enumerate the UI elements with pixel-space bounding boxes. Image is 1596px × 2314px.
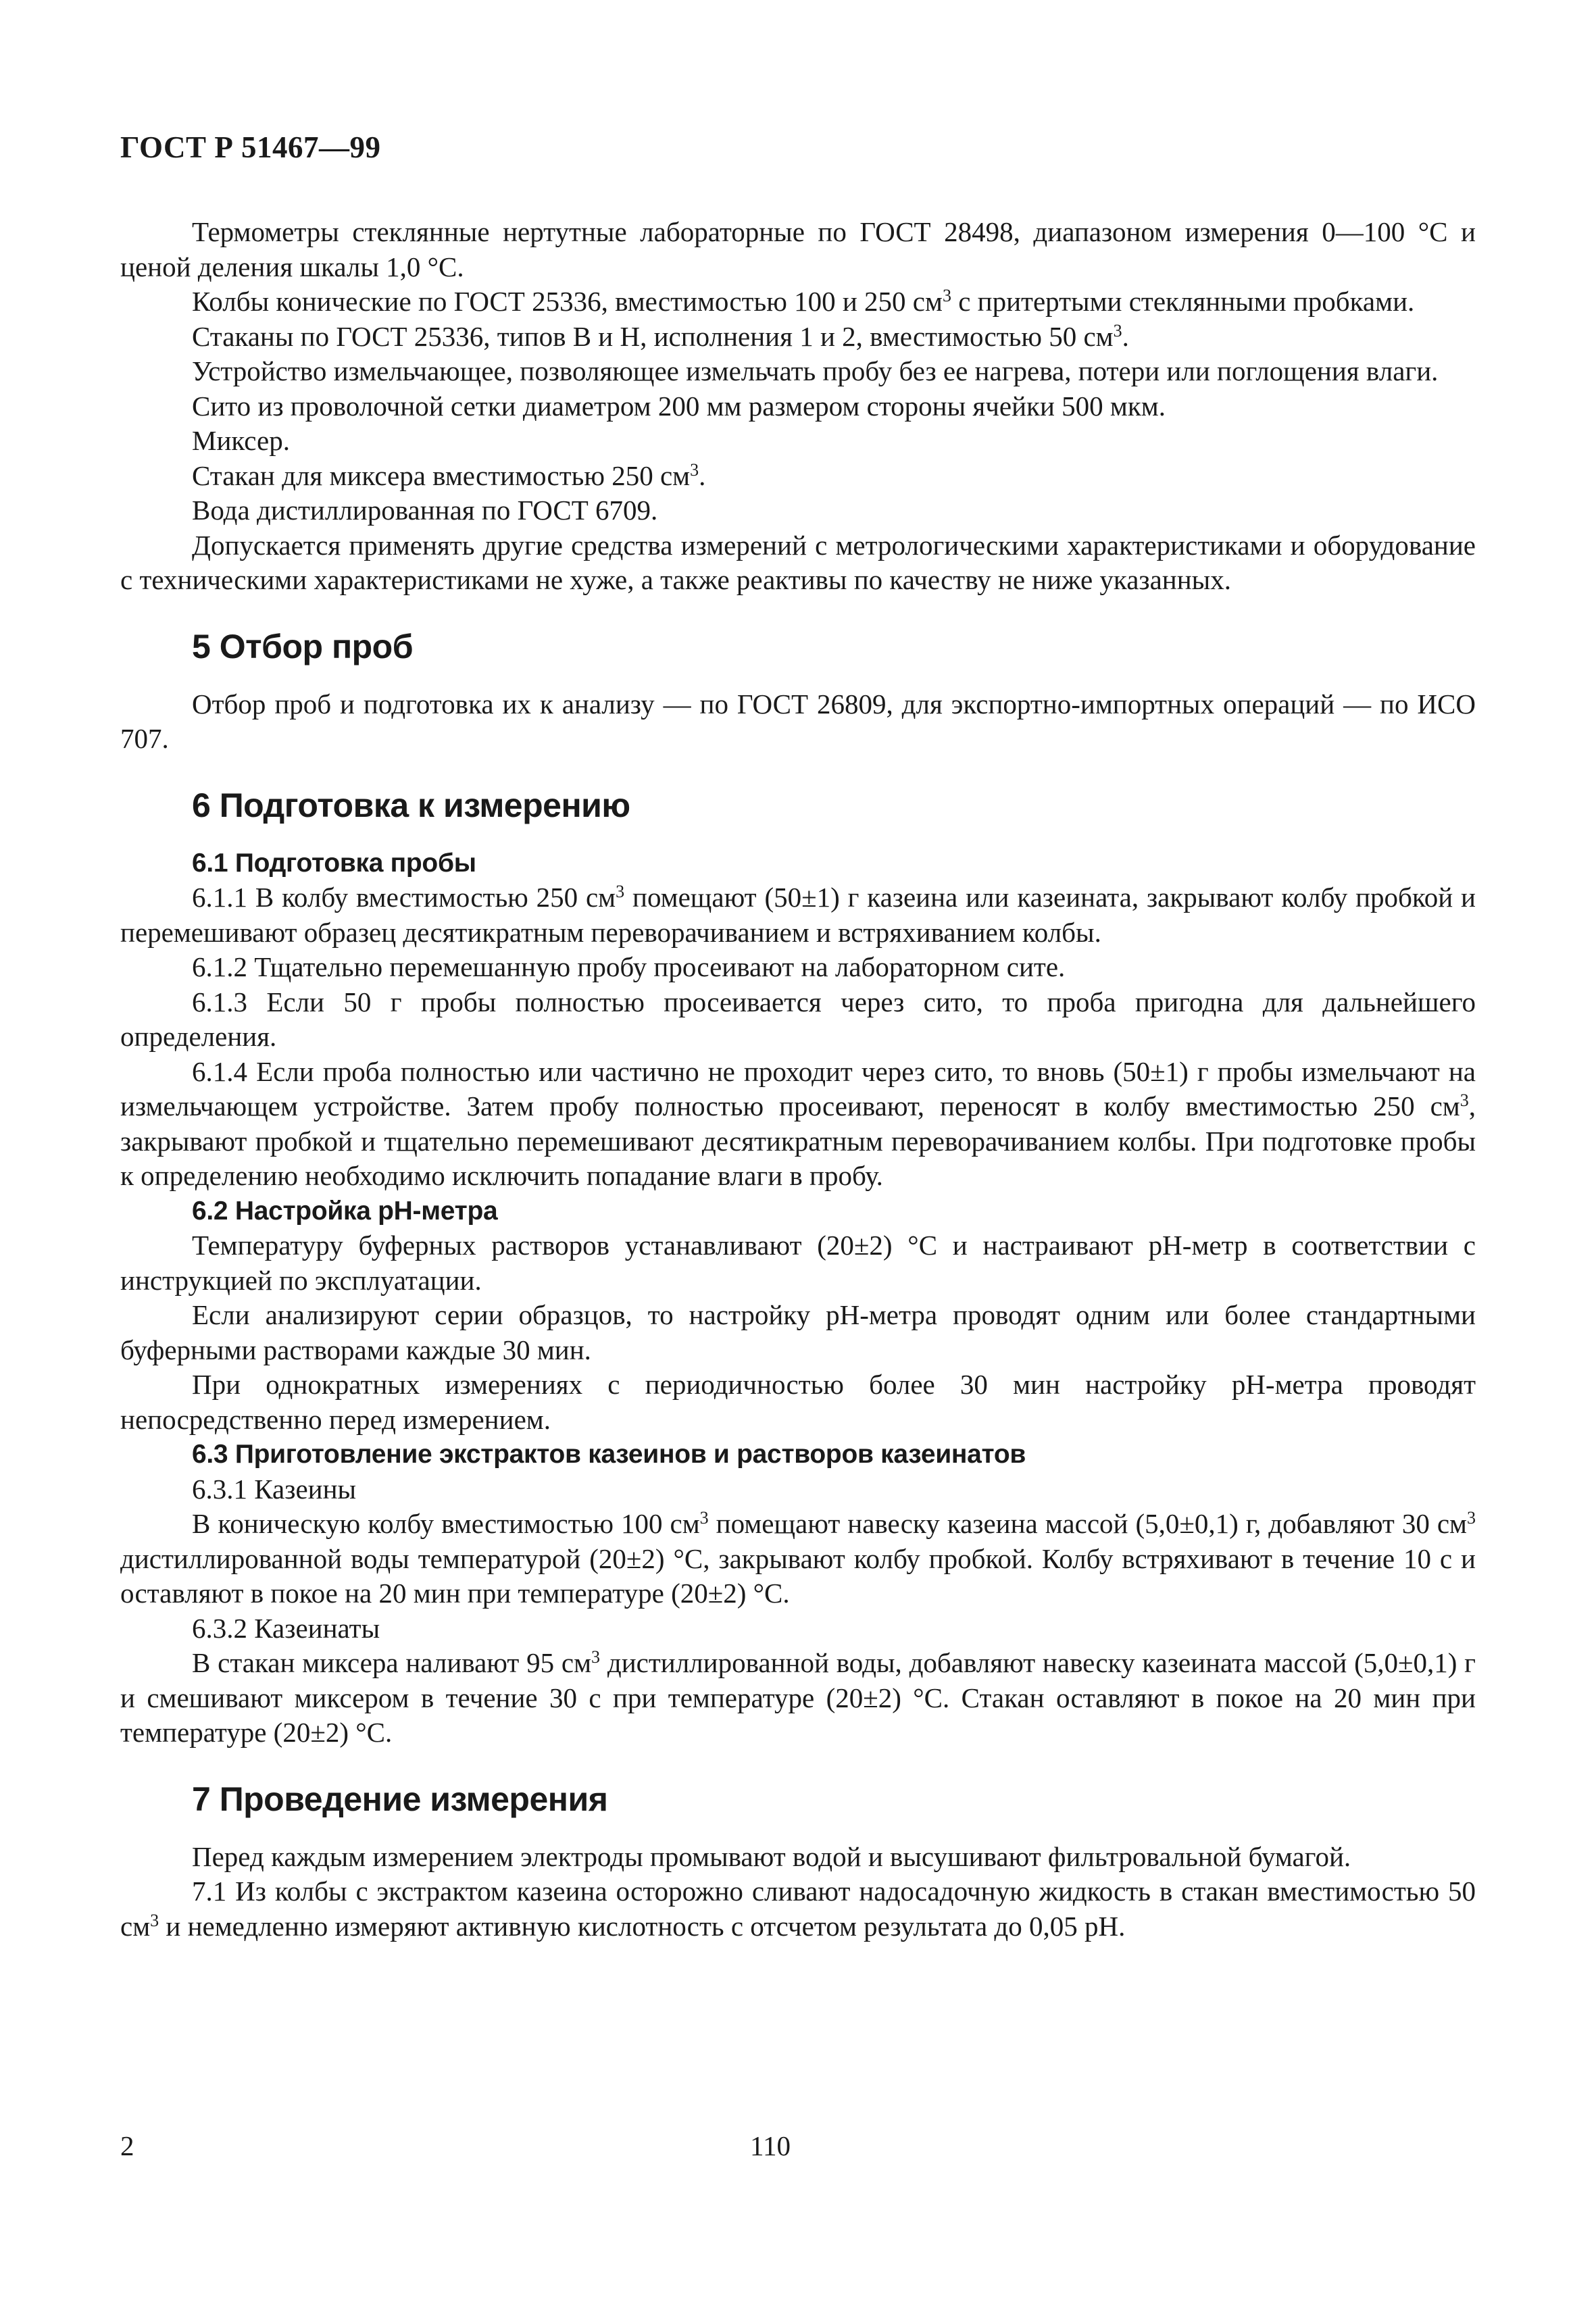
clause-6-2-p1: Температуру буферных растворов устанавливают (20±2) °С и настраивают рН-метр в соответствии с инструкцией по эксплуатации. — [120, 1230, 1476, 1296]
clause-6-1-1: 6.1.1 В колбу вместимостью 250 $см^3$ помещают (50±1) г казеина или казеината, закрывают колбу пробкой и перемешивают образец десятикратным переворачиванием и встряхиванием колбы. — [120, 882, 1476, 948]
clause-6-2-p2: Если анализируют серии образцов, то настройку рН-метра проводят одним или более стандартными буферными растворами каждые 30 мин. — [120, 1299, 1476, 1365]
clause-6-1-3: 6.1.3 Если 50 г пробы полностью просеивается через сито, то проба пригодна для дальнейшего определения. — [120, 986, 1476, 1052]
section-5-heading: 5 Отбор проб — [192, 627, 414, 665]
clause-6-3-2-heading: 6.3.2 Казеинаты — [192, 1612, 380, 1644]
equipment-grinder: Устройство измельчающее, позволяющее измельчать пробу без ее нагрева, потери или поглощения влаги. — [192, 355, 1439, 386]
equipment-water: Вода дистиллированная по ГОСТ 6709. — [192, 495, 658, 526]
section-7-heading: 7 Проведение измерения — [192, 1780, 608, 1818]
subsection-6-1-heading: 6.1 Подготовка пробы — [192, 848, 476, 878]
equipment-mixer-cup: Стакан для миксера вместимостью 250 $см^3$. — [192, 459, 706, 491]
sheet-number: 110 — [750, 2130, 791, 2161]
clause-6-1-4: 6.1.4 Если проба полностью или частично не проходит через сито, то вновь (50±1) г пробы измельчают на измельчающем устройстве. Затем пробу полностью просеивают, переносят в колбу вместимостью 250 $см^3$, закрывают пробкой и тщательно перемешивают десятикратным переворачиванием колбы. При подготовке пробы к определению необходимо исключить попадание влаги в пробу. — [120, 1055, 1476, 1191]
equipment-flasks: Колбы конические по ГОСТ 25336, вместимостью 100 и 250 $см^3$ с притертыми стеклянными пробками. — [192, 286, 1415, 317]
equipment-mixer: Миксер. — [192, 425, 290, 456]
section-6-heading: 6 Подготовка к измерению — [192, 786, 630, 824]
clause-6-1-2: 6.1.2 Тщательно перемешанную пробу просеивают на лабораторном сите. — [192, 951, 1066, 982]
equipment-sieve: Сито из проволочной сетки диаметром 200 мм размером стороны ячейки 500 мкм. — [192, 390, 1166, 422]
subsection-6-2-heading: 6.2 Настройка рН-метра — [192, 1196, 498, 1226]
section-5-text: Отбор проб и подготовка их к анализу — по ГОСТ 26809, для экспортно-импортных операций — по ИСО 707. — [120, 688, 1476, 754]
document-body — [120, 215, 1476, 1944]
clause-6-3-1-text: В коническую колбу вместимостью 100 $см^3$ помещают навеску казеина массой (5,0±0,1) г, добавляют 30 $см^3$ дистиллированной воды температурой (20±2) °С, закрывают колбу пробкой. Колбу встряхивают в течение 10 с и оставляют в покое на 20 мин при температуре (20±2) °С. — [120, 1508, 1476, 1609]
clause-6-3-2-text: В стакан миксера наливают 95 $см^3$ дистиллированной воды, добавляют навеску казеината массой (5,0±0,1) г и смешивают миксером в течение 30 с при температуре (20±2) °С. Стакан оставляют в покое на 20 мин при температуре (20±2) °С. — [120, 1647, 1476, 1748]
document-code: ГОСТ Р 51467—99 — [120, 130, 381, 164]
page-number: 2 — [120, 2130, 134, 2161]
equipment-thermometers: Термометры стеклянные нертутные лабораторные по ГОСТ 28498, диапазоном измерения 0—100 °С и ценой деления шкалы 1,0 °С. — [120, 216, 1476, 282]
equipment-beakers: Стаканы по ГОСТ 25336, типов В и Н, исполнения 1 и 2, вместимостью 50 $см^3$. — [192, 320, 1129, 352]
equipment-substitution-note: Допускается применять другие средства измерений с метрологическими характеристиками и оборудование с техническими характеристиками не хуже, а также реактивы по качеству не ниже указанных. — [120, 529, 1476, 595]
clause-6-2-p3: При однократных измерениях с периодичностью более 30 мин настройку рН-метра проводят непосредственно перед измерением. — [120, 1369, 1476, 1435]
clause-7-1: 7.1 Из колбы с экстрактом казеина осторожно сливают надосадочную жидкость в стакан вместимостью 50 $см^3$ и немедленно измеряют активную кислотность с отсчетом результата до 0,05 рН. — [120, 1876, 1476, 1942]
clause-6-3-1-heading: 6.3.1 Казеины — [192, 1473, 357, 1505]
subsection-6-3-heading: 6.3 Приготовление экстрактов казеинов и растворов казеинатов — [192, 1440, 1026, 1469]
section-7-intro: Перед каждым измерением электроды промывают водой и высушивают фильтровальной бумагой. — [192, 1840, 1351, 1872]
